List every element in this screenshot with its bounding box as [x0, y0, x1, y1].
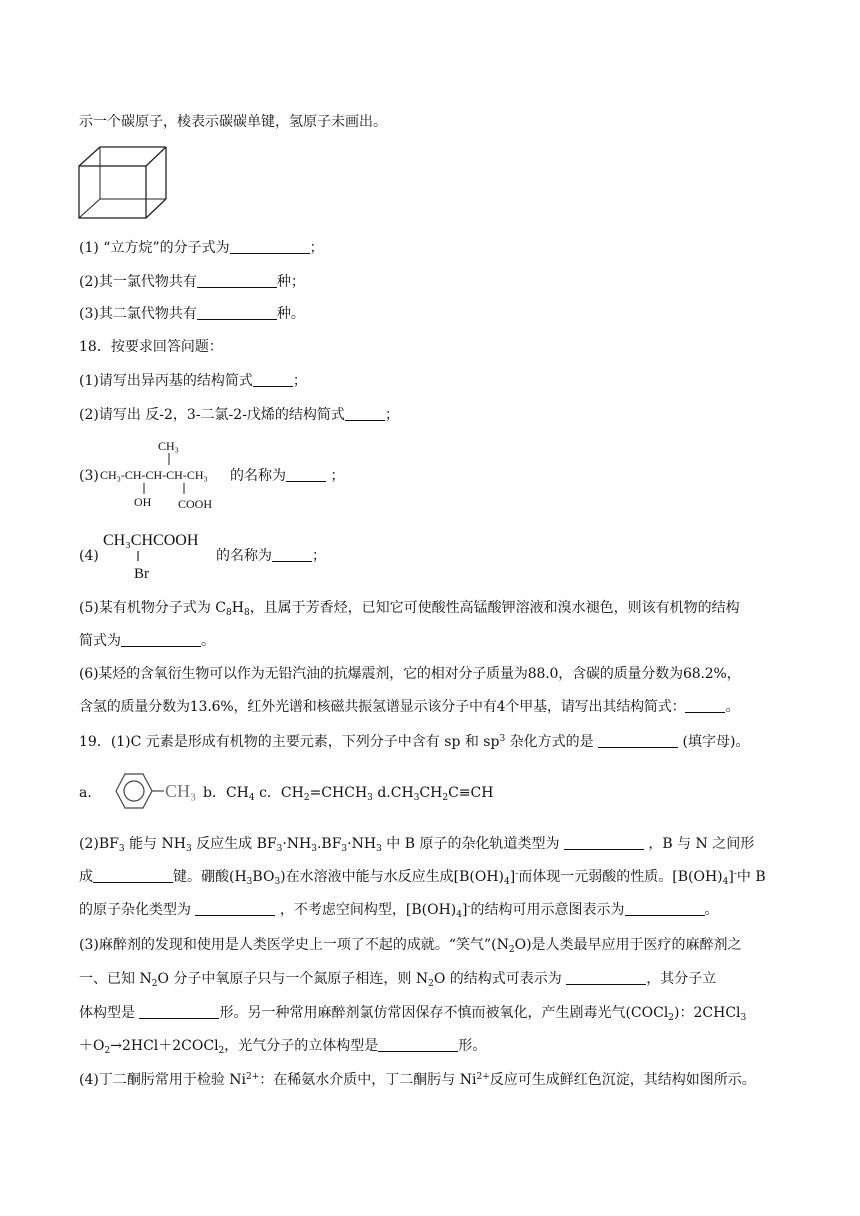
- q19-part2-line2: 成 键。硼酸$(H_3BO_3)$在水溶液中能与水反应生成$[B(OH)_4]^-$而体现一元弱酸的性质。$[B(OH)_4]^-$中 B: [79, 869, 766, 887]
- q19-option-a-label: a.: [79, 785, 92, 801]
- q19-options-bcd: b．$CH_4$ c．$CH_2=CHCH_3$ $d.CH_3CH_2C\equiv CH$: [203, 785, 494, 803]
- cubane-q3: (3)其二氯代物共有 种。: [79, 306, 305, 322]
- svg-text:Br: Br: [134, 566, 149, 582]
- answer-blank[interactable]: [685, 699, 725, 713]
- q18-part4-label: (4): [79, 548, 99, 564]
- answer-blank[interactable]: [378, 1038, 458, 1052]
- intro-text: 示一个碳原子，棱表示碳碳单键，氢原子未画出。: [79, 114, 387, 130]
- answer-blank[interactable]: [93, 869, 173, 883]
- q19-part3-line2: 一、已知 $N_2O$ 分子中氧原子只与一个氮原子相连，则 $N_2O$ 的结构式可表示为 ，其分子立: [79, 971, 717, 989]
- cubane-cube-diagram: [78, 146, 168, 220]
- q18-structure-4: [103, 528, 218, 580]
- q19-part2-line1: $(2)BF_3$ 能与 $NH_3$ 反应生成 $BF_3\cdot NH_3.BF_3\cdot NH_3$ 中 B 原子的杂化轨道类型为 ，B 与 N 之间形: [79, 836, 755, 854]
- q18-part3-text: 的名称为 ；: [230, 468, 345, 484]
- q18-part5-line2: 简式为 。: [79, 633, 215, 649]
- answer-blank[interactable]: [345, 407, 385, 421]
- q19-part2-line3: 的原子杂化类型为 ，不考虑空间构型，$[B(OH)_4]^-$的结构可用示意图表示为 。: [79, 902, 719, 920]
- answer-blank[interactable]: [121, 633, 201, 647]
- answer-blank[interactable]: [197, 306, 277, 320]
- answer-blank[interactable]: [230, 240, 310, 254]
- answer-blank[interactable]: [286, 468, 326, 482]
- q18-part1: (1)请写出异丙基的结构简式 ；: [79, 373, 307, 389]
- q18-title: 18．按要求回答问题：: [79, 339, 223, 355]
- answer-blank[interactable]: [566, 971, 646, 985]
- q18-part4-text: 的名称为 ；: [216, 548, 326, 564]
- q19-part3-line3: 体构型是 形。另一种常用麻醉剂氯仿常因保存不慎而被氧化，产生剧毒光气(COCl$_2$)：2CHCl$_3$: [79, 1005, 747, 1023]
- svg-text:CH₃CHCOOH: CH₃CHCOOH: [103, 532, 199, 549]
- q18-part2: (2)请写出 反-2，3-二氯-2-戊烯的结构简式 ；: [79, 407, 399, 423]
- cubane-q2: (2)其一氯代物共有 种；: [79, 274, 305, 290]
- svg-text:CH₃-CH-CH-CH-CH₃: CH₃-CH-CH-CH-CH₃: [100, 468, 208, 482]
- svg-text:COOH: COOH: [178, 497, 213, 511]
- q19-part4-line1: (4)丁二酮肟常用于检验 $Ni^{2+}$：在稀氨水介质中，丁二酮肟与 $Ni^{2+}$反应可生成鲜红色沉淀，其结构如图所示。: [79, 1072, 756, 1088]
- q18-part5-line1: (5)某有机物分子式为 $C_8H_8$，且属于芳香烃，已知它可使酸性高锰酸钾溶液和溴水褪色，则该有机物的结构: [79, 600, 740, 618]
- q19-part1-line1: 19．(1)C 元素是形成有机物的主要元素，下列分子中含有 sp 和 $sp^3$ 杂化方式的是 (填字母)。: [79, 734, 750, 750]
- answer-blank[interactable]: [253, 373, 293, 387]
- answer-blank[interactable]: [139, 1005, 219, 1019]
- q19-part3-line4: $+O_2\to 2HCl+2COCl_2$，光气分子的立体构型是 形。: [79, 1038, 487, 1056]
- answer-blank[interactable]: [564, 836, 644, 850]
- svg-text:CH₃: CH₃: [165, 781, 197, 801]
- answer-blank[interactable]: [195, 902, 275, 916]
- q18-part6-line1: (6)某烃的含氧衍生物可以作为无铅汽油的抗爆震剂，它的相对分子质量为88.0，含碳的质量分数为68.2%，: [79, 666, 741, 682]
- q18-structure-3: [100, 438, 230, 512]
- answer-blank[interactable]: [272, 548, 312, 562]
- answer-blank[interactable]: [197, 274, 277, 288]
- q18-part3-label: (3): [79, 468, 99, 484]
- answer-blank[interactable]: [625, 902, 705, 916]
- q18-part6-line2: 含氢的质量分数为13.6%，红外光谱和核磁共振氢谱显示该分子中有4个甲基，请写出其结构简式： 。: [79, 699, 740, 715]
- q19-part3-line1: (3)麻醉剂的发现和使用是人类医学史上一项了不起的成就。“笑气$”(N_2O)$是人类最早应用于医疗的麻醉剂之: [79, 937, 742, 955]
- cubane-q1: (1) “立方烷”的分子式为 ；: [79, 240, 324, 256]
- svg-text:OH: OH: [134, 495, 152, 509]
- toluene-structure: [104, 768, 204, 814]
- answer-blank[interactable]: [598, 734, 678, 748]
- svg-text:CH₃: CH₃: [158, 439, 179, 453]
